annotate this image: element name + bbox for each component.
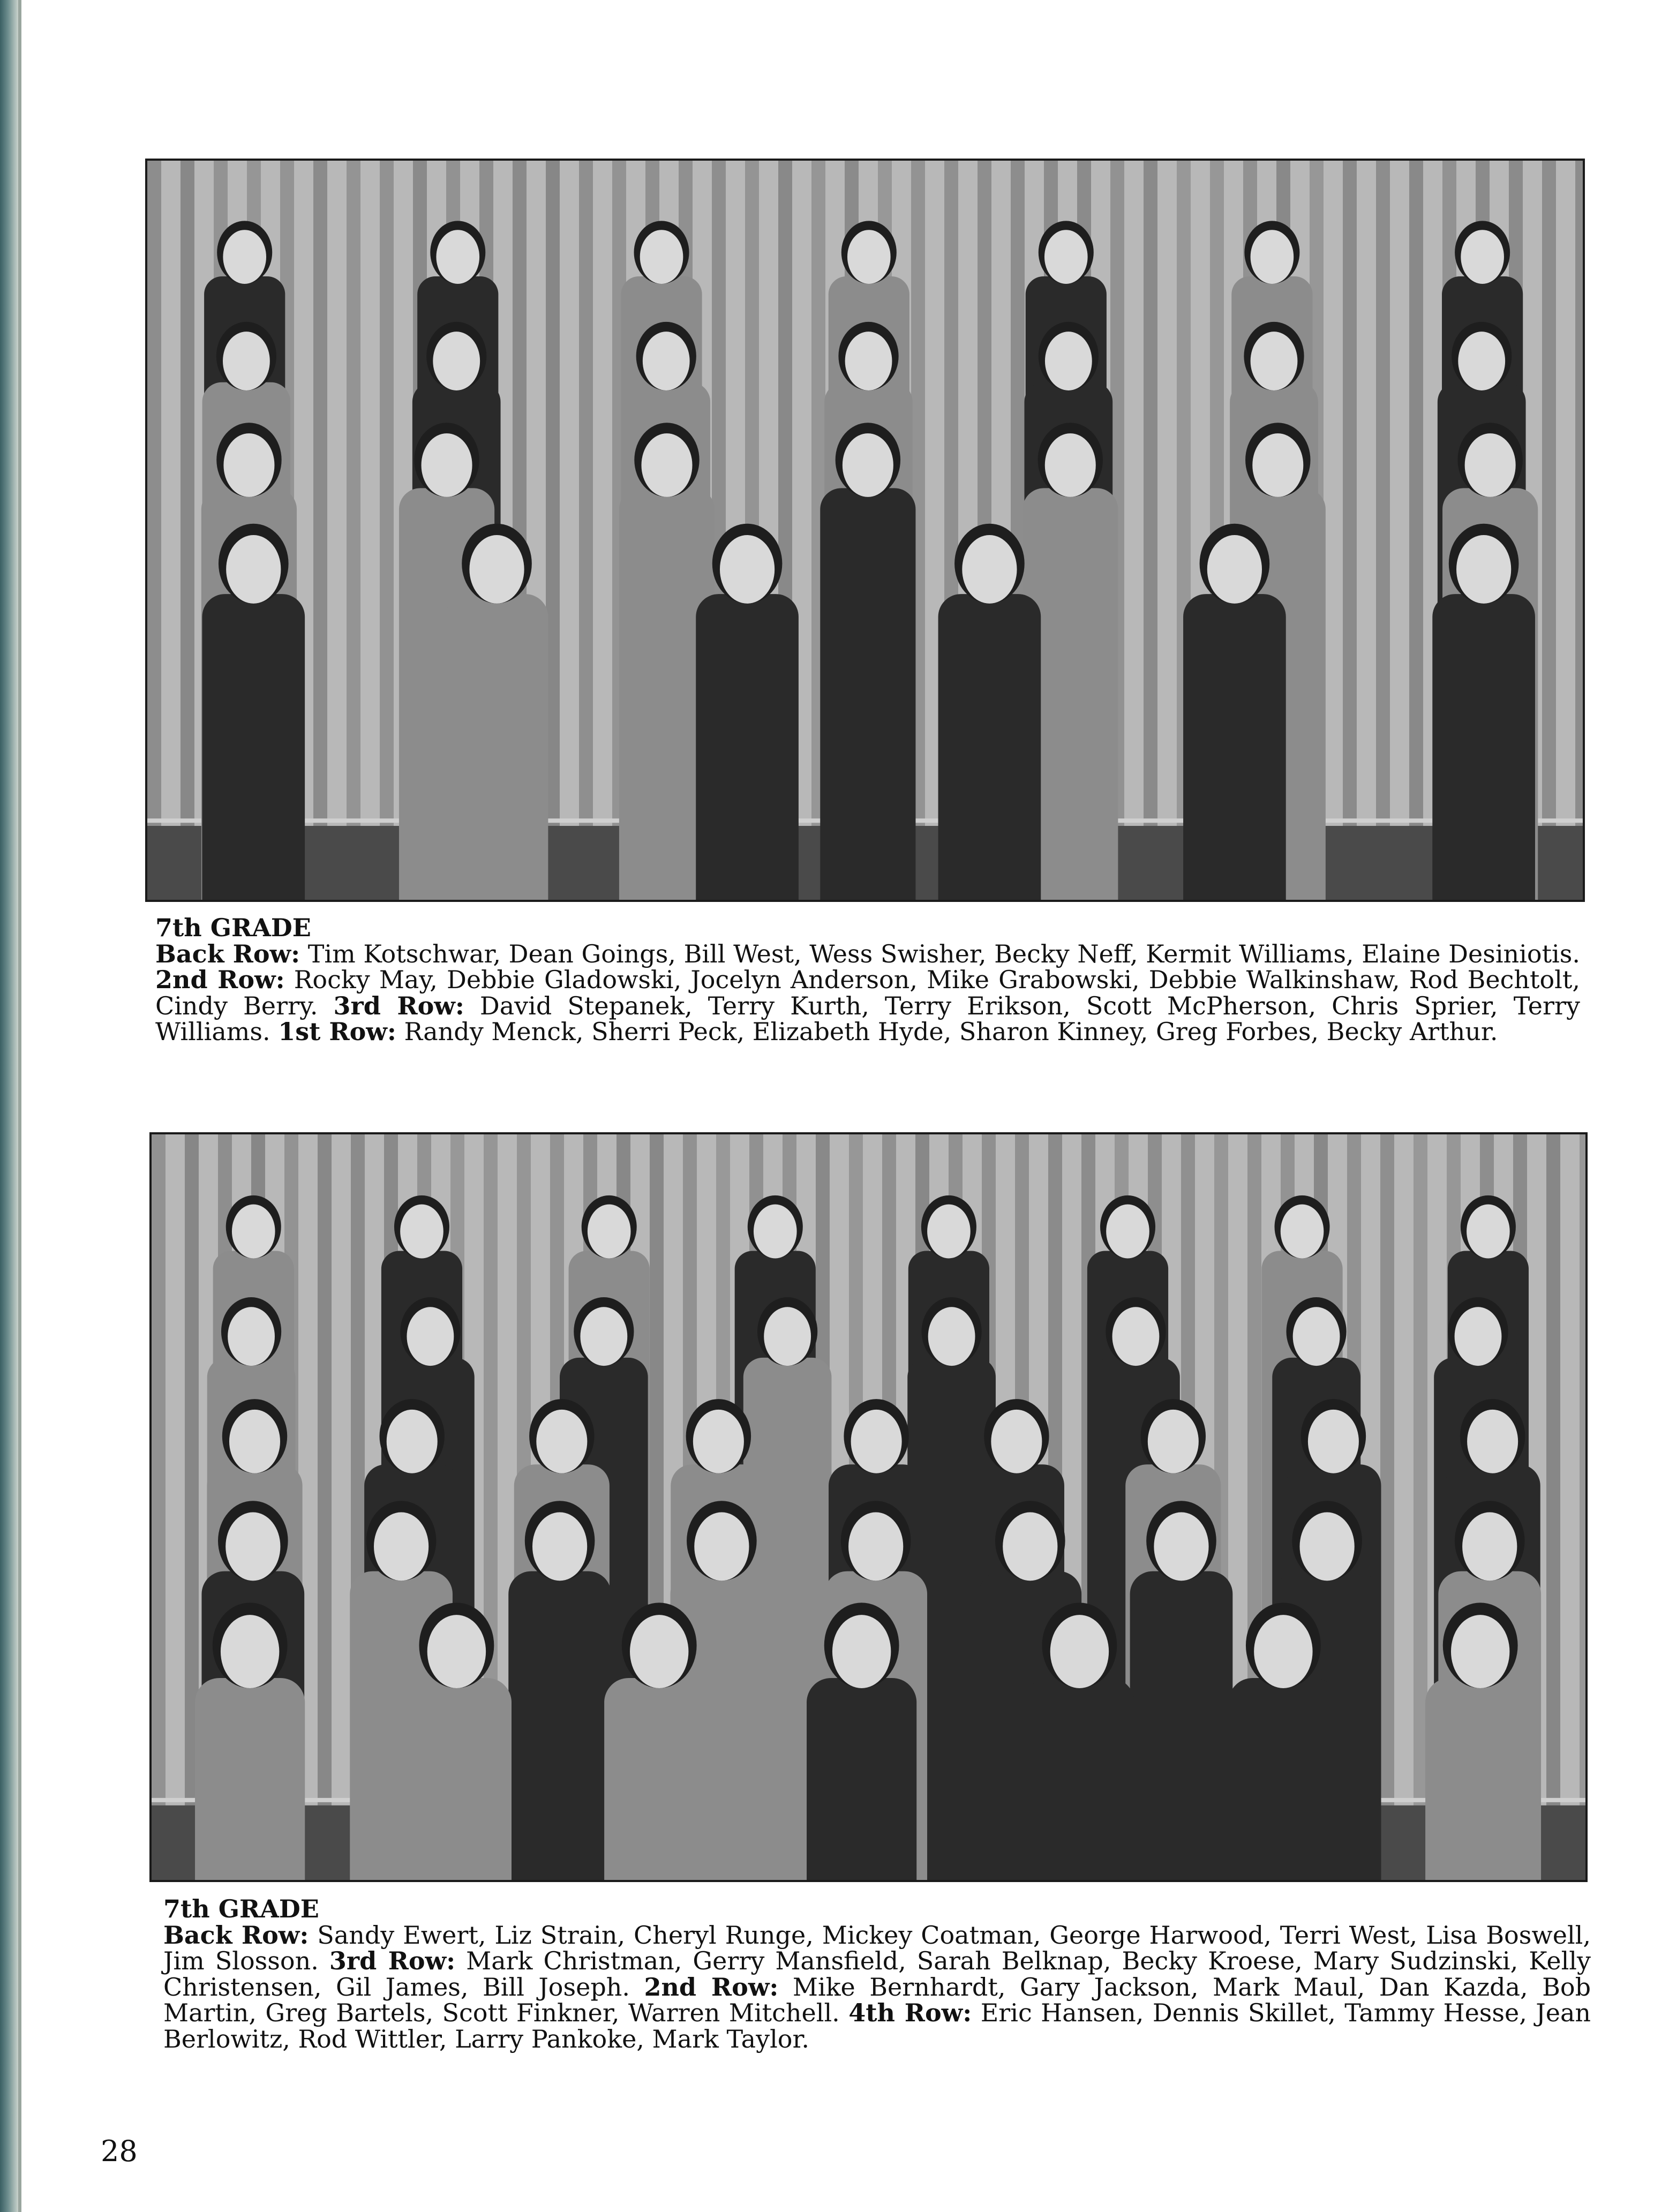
caption-2	[163, 1896, 1591, 2052]
caption-1-row-names: Tim Kotschwar, Dean Goings, Bill West, Wess Swisher, Becky Neff, Kermit Williams, Elaine Desiniotis.	[307, 939, 1580, 968]
caption-1-row-label: 3rd Row:	[333, 991, 464, 1020]
caption-2-title: 7th GRADE	[163, 1894, 319, 1923]
class-photo-1	[147, 161, 1583, 900]
caption-1-row-names: David Stepanek, Terry Kurth, Terry Erikson, Scott McPherson, Chris Sprier, Terry Williams.	[155, 991, 1580, 1046]
book-binding	[0, 0, 18, 2212]
class-photo-2	[152, 1134, 1585, 1880]
page-edges	[18, 0, 21, 2212]
caption-2-row-label: 2nd Row:	[644, 1972, 779, 2002]
student-figure	[820, 423, 915, 900]
caption-1-title: 7th GRADE	[155, 913, 311, 942]
caption-1-row-label: Back Row:	[155, 939, 300, 968]
caption-2-row-names: Sandy Ewert, Liz Strain, Cheryl Runge, Mickey Coatman, George Harwood, Terri West, Lisa Boswell, Jim Slosson.	[163, 1920, 1591, 1975]
caption-2-row-names: Mike Bernhardt, Gary Jackson, Mark Maul, Dan Kazda, Bob Martin, Greg Bartels, Scott Finkner, Warren Mitchell.	[163, 1972, 1591, 2027]
caption-1-row-names: Rocky May, Debbie Gladowski, Jocelyn Anderson, Mike Grabowski, Debbie Walkinshaw, Rod Bechtolt, Cindy Berry.	[155, 965, 1581, 1020]
caption-1	[155, 915, 1580, 1045]
caption-2-row-names: Mark Christman, Gerry Mansfield, Sarah Belknap, Becky Kroese, Mary Sudzinski, Kelly Christensen, Gil James, Bill Joseph.	[163, 1946, 1591, 2002]
class-photo-2-image	[152, 1134, 1585, 1880]
caption-1-row-label: 1st Row:	[278, 1017, 396, 1046]
caption-1-row-label: 2nd Row:	[155, 965, 285, 994]
caption-2-row-label: Back Row:	[163, 1920, 309, 1950]
class-photo-1-image	[147, 161, 1583, 900]
caption-2-row-names: Eric Hansen, Dennis Skillet, Tammy Hesse, Jean Berlowitz, Rod Wittler, Larry Pankoke, Mark Taylor.	[163, 1998, 1591, 2053]
caption-2-row-label: 4th Row:	[848, 1998, 972, 2027]
caption-2-row-label: 3rd Row:	[329, 1946, 456, 1975]
page-number: 28	[101, 2134, 138, 2168]
caption-1-row-names: Randy Menck, Sherri Peck, Elizabeth Hyde, Sharon Kinney, Greg Forbes, Becky Arthur.	[404, 1017, 1498, 1046]
